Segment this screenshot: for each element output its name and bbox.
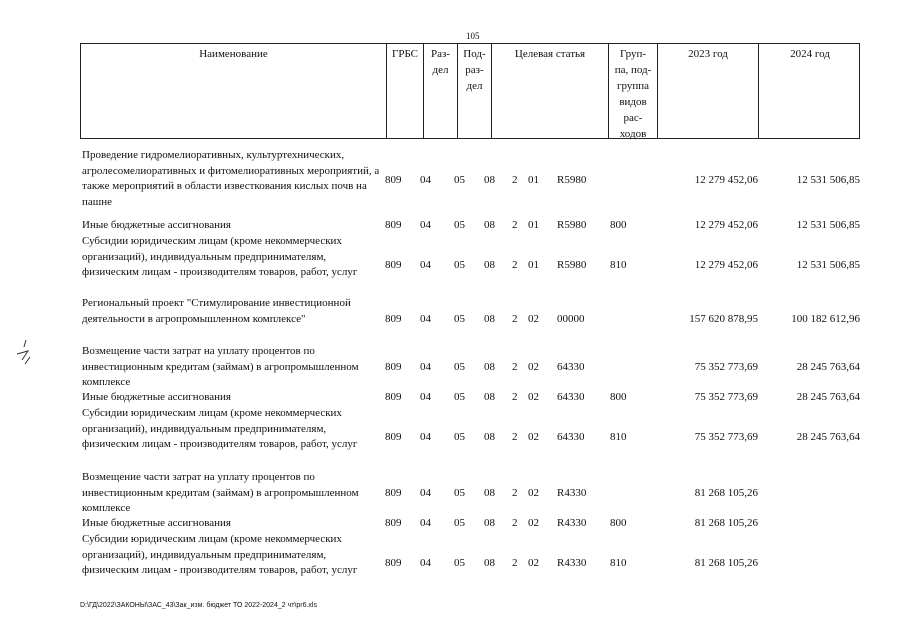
row-name: Иные бюджетные ассигнования xyxy=(82,219,231,231)
cell-t2: 2 xyxy=(512,313,518,325)
row-name: Проведение гидромелиоративных, культуртехнических, агролесомелиоративных и фитомелиоративных мероприятий, а также мероприятий в области известкования кислых почв на пашне xyxy=(82,149,380,208)
row-name: Возмещение части затрат на уплату процентов по инвестиционным кредитам (займам) в агропромышленном комплексе xyxy=(82,345,359,389)
cell-razdel: 04 xyxy=(420,391,431,403)
cell-t1: 08 xyxy=(484,360,495,373)
row-name: Иные бюджетные ассигнования xyxy=(82,391,231,403)
cell-t4: 64330 xyxy=(557,430,585,443)
cell-t1: 08 xyxy=(484,391,495,403)
cell-t1: 08 xyxy=(484,430,495,443)
cell-t4: R5980 xyxy=(557,258,587,271)
cell-t2: 2 xyxy=(512,391,518,403)
table-row xyxy=(80,390,860,405)
cell-grbs: 809 xyxy=(385,313,402,325)
cell-podrazdel: 05 xyxy=(454,219,465,231)
cell-t2: 2 xyxy=(512,360,518,373)
table-row xyxy=(80,218,860,233)
cell-t2: 2 xyxy=(512,219,518,231)
cell-t1: 08 xyxy=(484,173,495,186)
cell-podrazdel: 05 xyxy=(454,258,465,271)
file-path-footer: D:\ГД\2022\ЗАКОНЫ\ЗАС_43\Зак_изм. бюджет ТО 2022-2024_2 чт\pr6.xls xyxy=(80,602,317,609)
cell-t3: 02 xyxy=(528,313,539,325)
cell-grbs: 809 xyxy=(385,556,402,569)
row-name: Иные бюджетные ассигнования xyxy=(82,517,231,529)
cell-2024: 100 182 612,96 xyxy=(791,313,860,325)
page-number: 105 xyxy=(466,31,480,41)
cell-2023: 81 268 105,26 xyxy=(694,556,758,569)
row-name: Субсидии юридическим лицам (кроме некоммерческих организаций), индивидуальным предпринимателям, физическим лицам - производителям товаров, работ, услуг xyxy=(82,407,358,451)
cell-group: 800 xyxy=(610,219,627,231)
cell-2024: 28 245 763,64 xyxy=(796,360,860,373)
header-razdel: Раз- дел xyxy=(424,44,458,138)
header-name: Наименование xyxy=(81,44,387,138)
margin-handwritten-mark xyxy=(14,338,34,366)
cell-t4: 64330 xyxy=(557,360,585,373)
cell-group: 800 xyxy=(610,517,627,529)
cell-t3: 02 xyxy=(528,486,539,499)
row-name: Субсидии юридическим лицам (кроме некоммерческих организаций), индивидуальным предпринимателям, физическим лицам - производителям товаров, работ, услуг xyxy=(82,235,358,279)
cell-t3: 01 xyxy=(528,258,539,271)
header-grbs: ГРБС xyxy=(387,44,424,138)
cell-t4: 64330 xyxy=(557,391,585,403)
cell-t2: 2 xyxy=(512,173,518,186)
cell-podrazdel: 05 xyxy=(454,173,465,186)
cell-t4: R5980 xyxy=(557,219,587,231)
cell-t1: 08 xyxy=(484,517,495,529)
cell-group: 810 xyxy=(610,430,627,443)
cell-t3: 02 xyxy=(528,360,539,373)
table-row xyxy=(80,148,860,212)
cell-group: 810 xyxy=(610,556,627,569)
cell-group: 810 xyxy=(610,258,627,271)
header-2023: 2023 год xyxy=(658,44,759,138)
cell-2023: 81 268 105,26 xyxy=(694,486,758,499)
cell-t4: R4330 xyxy=(557,486,587,499)
cell-t1: 08 xyxy=(484,486,495,499)
cell-grbs: 809 xyxy=(385,517,402,529)
cell-t3: 02 xyxy=(528,556,539,569)
cell-grbs: 809 xyxy=(385,258,402,271)
cell-2024: 12 531 506,85 xyxy=(796,219,860,231)
cell-t3: 01 xyxy=(528,173,539,186)
cell-2024: 12 531 506,85 xyxy=(796,173,860,186)
cell-t4: R4330 xyxy=(557,556,587,569)
cell-podrazdel: 05 xyxy=(454,360,465,373)
table-row xyxy=(80,406,860,468)
cell-t2: 2 xyxy=(512,430,518,443)
cell-2023: 12 279 452,06 xyxy=(694,258,758,271)
cell-t3: 02 xyxy=(528,391,539,403)
cell-razdel: 04 xyxy=(420,173,431,186)
cell-t4: R4330 xyxy=(557,517,587,529)
cell-t2: 2 xyxy=(512,517,518,529)
cell-t1: 08 xyxy=(484,219,495,231)
cell-grbs: 809 xyxy=(385,430,402,443)
table-row xyxy=(80,470,860,516)
cell-podrazdel: 05 xyxy=(454,486,465,499)
cell-razdel: 04 xyxy=(420,430,431,443)
cell-2024: 28 245 763,64 xyxy=(796,391,860,403)
table-row xyxy=(80,234,860,296)
cell-t1: 08 xyxy=(484,556,495,569)
cell-podrazdel: 05 xyxy=(454,430,465,443)
cell-grbs: 809 xyxy=(385,486,402,499)
cell-t2: 2 xyxy=(512,556,518,569)
cell-2024: 12 531 506,85 xyxy=(796,258,860,271)
cell-group: 800 xyxy=(610,391,627,403)
row-name: Возмещение части затрат на уплату процентов по инвестиционным кредитам (займам) в агропромышленном комплексе xyxy=(82,471,359,515)
cell-2023: 81 268 105,26 xyxy=(694,517,758,529)
cell-2023: 75 352 773,69 xyxy=(694,430,758,443)
table-row xyxy=(80,296,860,343)
cell-2023: 75 352 773,69 xyxy=(694,360,758,373)
cell-t3: 01 xyxy=(528,219,539,231)
table-header xyxy=(80,43,860,139)
cell-razdel: 04 xyxy=(420,360,431,373)
cell-podrazdel: 05 xyxy=(454,556,465,569)
cell-2023: 75 352 773,69 xyxy=(694,391,758,403)
cell-t1: 08 xyxy=(484,258,495,271)
cell-grbs: 809 xyxy=(385,173,402,186)
table-row xyxy=(80,516,860,531)
cell-podrazdel: 05 xyxy=(454,391,465,403)
cell-grbs: 809 xyxy=(385,219,402,231)
cell-t3: 02 xyxy=(528,430,539,443)
header-target: Целевая статья xyxy=(492,44,609,138)
row-name: Региональный проект "Стимулирование инвестиционной деятельности в агропромышленном комплексе" xyxy=(82,297,351,325)
cell-2023: 12 279 452,06 xyxy=(694,219,758,231)
header-group: Груп- па, под- группа видов рас- ходов xyxy=(609,44,658,138)
header-2024: 2024 год xyxy=(790,48,830,60)
cell-razdel: 04 xyxy=(420,486,431,499)
cell-razdel: 04 xyxy=(420,517,431,529)
cell-t4: R5980 xyxy=(557,173,587,186)
cell-2023: 12 279 452,06 xyxy=(694,173,758,186)
header-podrazdel: Под- раз- дел xyxy=(458,44,492,138)
cell-t2: 2 xyxy=(512,486,518,499)
cell-razdel: 04 xyxy=(420,313,431,325)
cell-t1: 08 xyxy=(484,313,495,325)
cell-t4: 00000 xyxy=(557,313,585,325)
table-row xyxy=(80,344,860,390)
cell-podrazdel: 05 xyxy=(454,313,465,325)
cell-razdel: 04 xyxy=(420,556,431,569)
cell-2024: 28 245 763,64 xyxy=(796,430,860,443)
cell-razdel: 04 xyxy=(420,219,431,231)
cell-t3: 02 xyxy=(528,517,539,529)
cell-razdel: 04 xyxy=(420,258,431,271)
cell-grbs: 809 xyxy=(385,360,402,373)
cell-podrazdel: 05 xyxy=(454,517,465,529)
cell-t2: 2 xyxy=(512,258,518,271)
row-name: Субсидии юридическим лицам (кроме некоммерческих организаций), индивидуальным предпринимателям, физическим лицам - производителям товаров, работ, услуг xyxy=(82,533,358,577)
cell-2023: 157 620 878,95 xyxy=(689,313,758,325)
cell-grbs: 809 xyxy=(385,391,402,403)
table-row xyxy=(80,532,860,594)
